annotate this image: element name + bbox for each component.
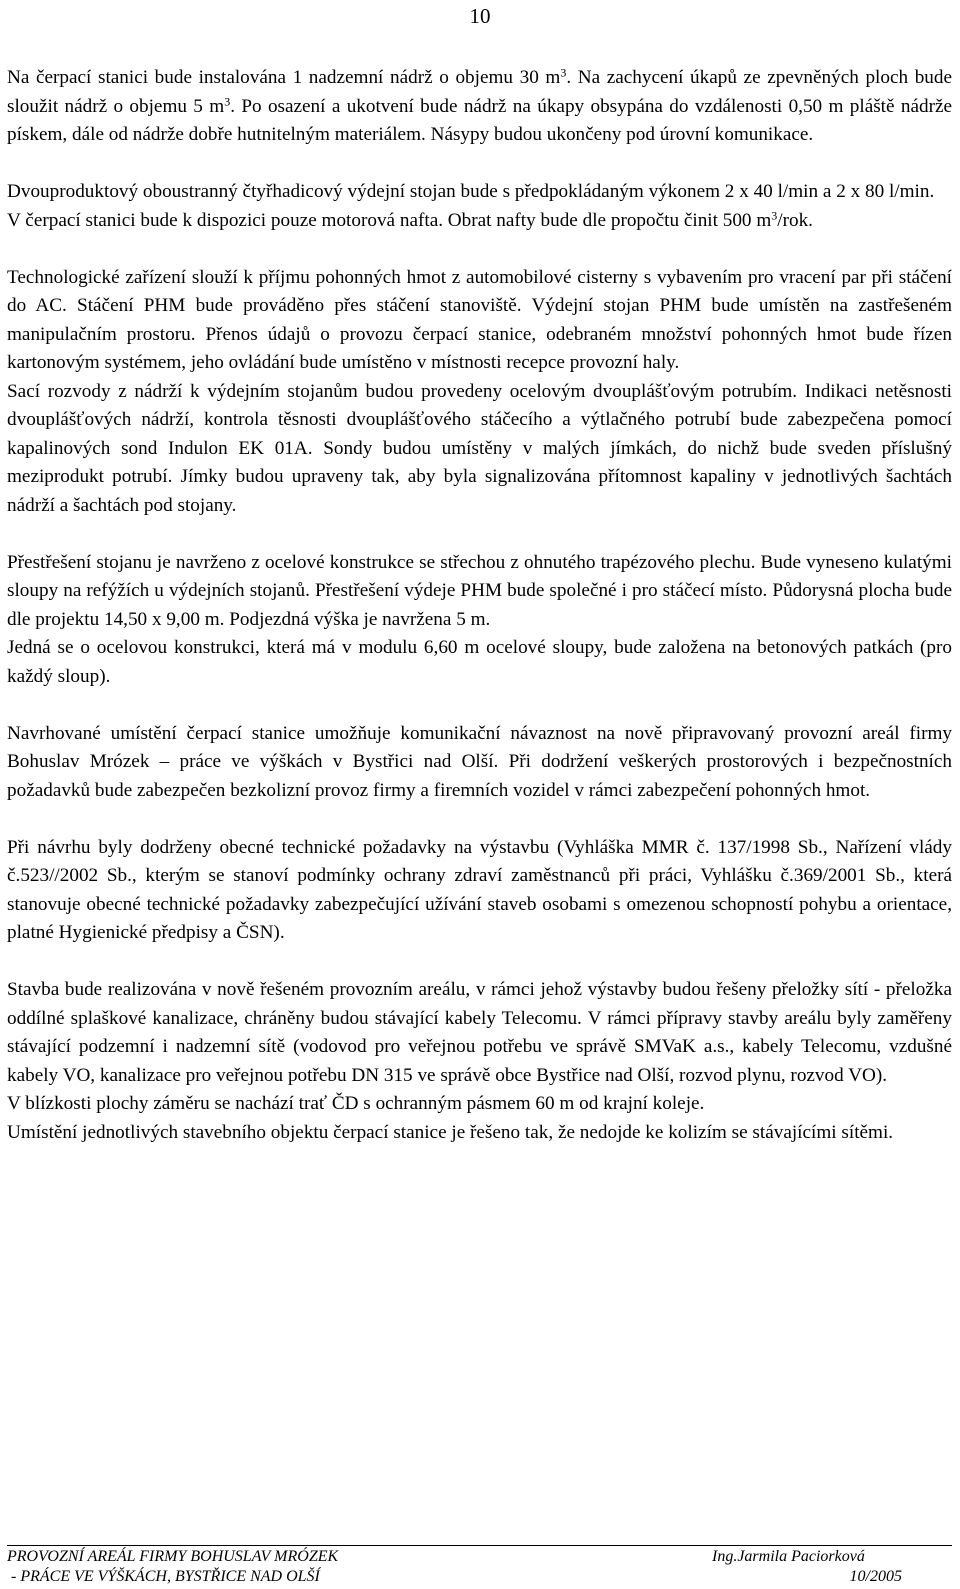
footer-project-location: - PRÁCE VE VÝŠKÁCH, BYSTŘICE NAD OLŠÍ: [7, 1568, 320, 1585]
footer-author: Ing.Jarmila Paciorková: [712, 1548, 865, 1565]
paragraph-location: Navrhované umístění čerpací stanice umožňuje komunikační návaznost na nově připravovaný provozní areál firmy Bohuslav Mrózek – práce ve výškách v Bystřici nad Olší. Při dodržení veškerých prostorových i bezpečnostních požadavků bude zabezpečen bezkolizní provoz firmy a firemních vozidel v rámci zabezpečení pohonných hmot.: [7, 722, 952, 801]
footer-row-2: [7, 1567, 952, 1587]
footer-date: 10/2005: [849, 1568, 902, 1585]
paragraph-fuel-turnover: V čerpací stanici bude k dispozici pouze motorová nafta. Obrat nafty bude dle propočtu činit 500 $m^3$/rok.: [7, 207, 813, 231]
paragraph-regulations: Při návrhu byly dodrženy obecné technické požadavky na výstavbu (Vyhláška MMR č. 137/1998 Sb., Nařízení vlády č.523//2002 Sb., kterým se stanoví podmínky ochrany zdraví zaměstnanců při práci, Vyhlášku č.369/2001 Sb., která stanovuje obecné technické požadavky zabezpečující užívání staveb osobami s omezenou schopností pohybu a orientace, platné Hygienické předpisy a ČSN).: [7, 836, 952, 943]
footer-project-name: PROVOZNÍ AREÁL FIRMY BOHUSLAV MRÓZEK: [7, 1548, 339, 1565]
paragraph-collisions: Umístění jednotlivých stavebního objektu čerpací stanice je řešeno tak, že nedojde ke kolizím se stávajícími sítěmi.: [7, 1121, 894, 1143]
paragraph-technology: Technologické zařízení slouží k příjmu pohonných hmot z automobilové cisterny s vybavením pro vracení par při stáčení do AC. Stáčení PHM bude prováděno přes stáčení stanoviště. Výdejní stojan PHM bude umístěn na zastřešeném manipulačním prostoru. Přenos údajů o provozu čerpací stanice, odebraném množství pohonných hmot bude řízen kartonovým systémem, jeho ovládání bude umístěno v místnosti recepce provozní haly.: [7, 266, 952, 373]
document-body: [7, 64, 952, 1147]
paragraph-networks: Stavba bude realizována v nově řešeném provozním areálu, v rámci jehož výstavby budou řešeny přeložky sítí - přeložka oddílné splaškové kanalizace, chráněny budou stávající kabely Telecomu. V rámci přípravy stavby areálu byly zaměřeny stávající podzemní i nadzemní sítě (vodovod pro veřejnou potřebu ve správě SMVaK a.s., kabely Telecomu, vzdušné kabely VO, kanalizace pro veřejnou potřebu DN 315 ve správě obce Bystřice nad Olší, rozvod plynu, rozvod VO).: [7, 979, 952, 1086]
page-number: 10: [469, 4, 491, 28]
paragraph-steel-structure: Jedná se o ocelovou konstrukci, která má v modulu 6,60 m ocelové sloupy, bude založena na betonových patkách (pro každý sloup).: [7, 637, 952, 687]
page-footer: [7, 1545, 952, 1587]
paragraph-piping: Sací rozvody z nádrží k výdejním stojanům budou provedeny ocelovým dvouplášťovým potrubím. Indikaci netěsnosti dvouplášťových nádrží, kontrola těsnosti dvouplášťového stáčecího a výtlačného potrubí bude zabezpečena pomocí kapalinových sond Indulon EK 01A. Sondy budou umístěny v malých jímkách, do nichž bude sveden příslušný meziprodukt potrubí. Jímky budou upraveny tak, aby byla signalizována přítomnost kapaliny v jednotlivých šachtách nádrží a šachtách pod stojany.: [7, 380, 952, 516]
paragraph-roofing: Přestřešení stojanu je navrženo z ocelové konstrukce se střechou z ohnutého trapézového plechu. Bude vyneseno kulatými sloupy na refýžích u výdejních stojanů. Přestřešení výdeje PHM bude společné i pro stáčecí místo. Půdorysná plocha bude dle projektu 14,50 x 9,00 m. Podjezdná výška je navržena 5 m.: [7, 551, 952, 630]
footer-row-1: [7, 1547, 952, 1567]
paragraph-dispenser: Dvouproduktový oboustranný čtyřhadicový výdejní stojan bude s předpokládaným výkonem 2 x 40 l/min a 2 x 80 l/min.: [7, 181, 935, 202]
paragraph-tanks: Na čerpací stanici bude instalována 1 nadzemní nádrž o objemu 30 $m^3$. Na zachycení úkapů ze zpevněných ploch bude sloužit nádrž o objemu 5 $m^3$. Po osazení a ukotvení bude nádrž na úkapy obsypána do vzdálenosti 0,50 m pláště nádrže pískem, dále od nádrže dobře hutnitelným materiálem. Násypy budou ukončeny pod úrovní komunikace.: [7, 65, 952, 145]
paragraph-railway: V blízkosti plochy záměru se nachází trať ČD s ochranným pásmem 60 m od krajní koleje.: [7, 1093, 705, 1114]
